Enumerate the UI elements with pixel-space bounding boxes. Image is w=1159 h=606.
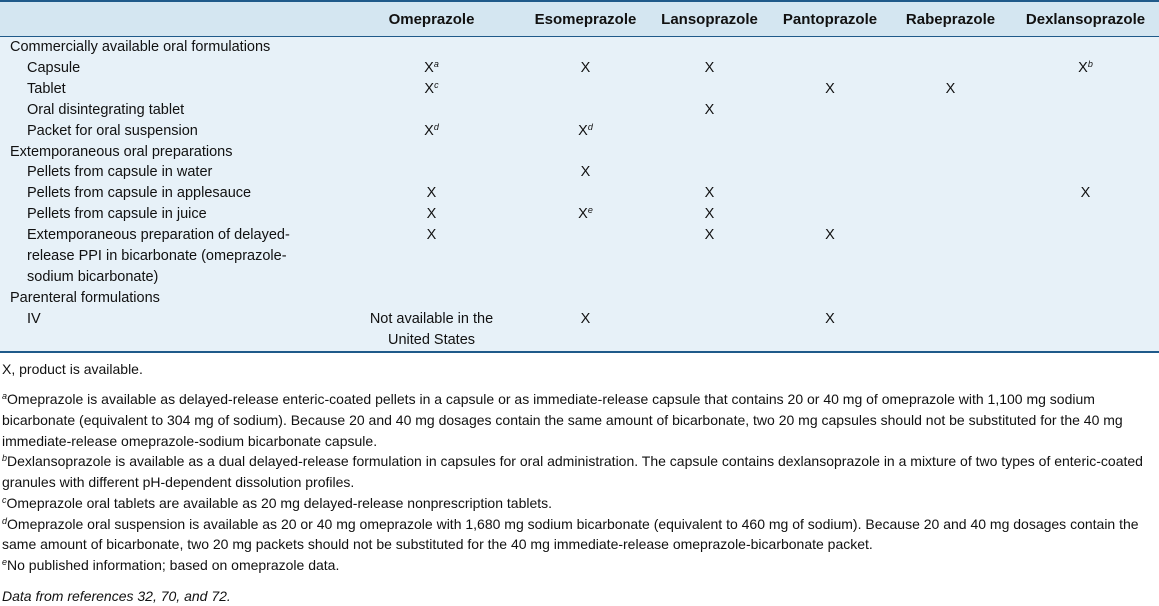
cell-pantoprazole bbox=[771, 100, 889, 121]
cell-rabeprazole bbox=[889, 162, 1012, 183]
cell-omeprazole bbox=[340, 204, 523, 225]
cell-dexlansoprazole bbox=[1012, 309, 1159, 352]
source-note: Data from references 32, 70, and 72. bbox=[2, 587, 231, 604]
footnote-marker: b bbox=[1087, 58, 1093, 69]
footnote-marker: a bbox=[433, 58, 439, 69]
footnote-text: Omeprazole is available as delayed-release enteric-coated pellets in a capsule or as immediate-release capsule that contains 20 or 40 mg of omeprazole with 1,100 mg sodium bicarbonate (equivalent to 304 mg of sodium). Because 20 and 40 mg dosages contain the same amount of bicarbonate, two 20 mg capsules should not be substituted for the 40 mg immediate-release omeprazole-sodium bicarbonate capsule. bbox=[2, 391, 1123, 449]
cell-omeprazole bbox=[340, 225, 523, 288]
cell-esomeprazole bbox=[523, 142, 648, 163]
availability-mark: X bbox=[1078, 59, 1088, 76]
footnote-text: Dexlansoprazole is available as a dual delayed-release formulation in capsules for oral administration. The capsule contains dexlansoprazole in a mixture of two types of enteric-coated granules with different pH-dependent dissolution profiles. bbox=[2, 453, 1143, 491]
availability-mark: X bbox=[426, 227, 437, 244]
footnote-marker: c bbox=[434, 79, 439, 90]
table-body bbox=[0, 37, 1159, 352]
footnote-e bbox=[2, 555, 1159, 576]
cell-pantoprazole bbox=[771, 204, 889, 225]
availability-mark: X bbox=[825, 227, 835, 244]
cell-omeprazole bbox=[340, 183, 523, 204]
cell-lansoprazole bbox=[648, 58, 771, 79]
cell-lansoprazole bbox=[648, 37, 771, 58]
cell-omeprazole bbox=[340, 121, 523, 142]
cell-lansoprazole bbox=[648, 204, 771, 225]
row-label: Tablet bbox=[27, 80, 66, 97]
cell-rabeprazole bbox=[889, 288, 1012, 309]
section-row bbox=[0, 142, 1159, 163]
column-header-lansoprazole: Lansoprazole bbox=[648, 1, 771, 37]
availability-mark: X bbox=[426, 206, 437, 223]
availability-mark: X bbox=[1080, 185, 1091, 202]
section-label: Commercially available oral formulations bbox=[10, 39, 271, 55]
table-notes bbox=[0, 353, 1159, 606]
footnote-mark: c bbox=[2, 494, 7, 505]
availability-mark: X bbox=[704, 185, 715, 202]
availability-mark: X bbox=[704, 101, 715, 118]
section-label: Parenteral formulations bbox=[10, 289, 160, 306]
cell-dexlansoprazole bbox=[1012, 183, 1159, 204]
row-label: Capsule bbox=[27, 59, 81, 76]
cell-esomeprazole bbox=[523, 183, 648, 204]
cell-rabeprazole bbox=[889, 204, 1012, 225]
column-header-omeprazole: Omeprazole bbox=[340, 1, 523, 37]
cell-lansoprazole bbox=[648, 183, 771, 204]
footnote-mark: a bbox=[2, 391, 8, 402]
cell-pantoprazole bbox=[771, 183, 889, 204]
cell-text: Not available in the United States bbox=[369, 310, 494, 348]
cell-esomeprazole bbox=[523, 79, 648, 100]
row-label: Pellets from capsule in juice bbox=[27, 206, 207, 223]
cell-omeprazole bbox=[340, 288, 523, 309]
cell-omeprazole bbox=[340, 162, 523, 183]
availability-mark: X bbox=[704, 227, 715, 244]
row-label: Pellets from capsule in applesauce bbox=[27, 185, 252, 202]
availability-mark: X bbox=[580, 59, 591, 76]
cell-dexlansoprazole bbox=[1012, 288, 1159, 309]
table-row bbox=[0, 79, 1159, 100]
cell-omeprazole bbox=[340, 79, 523, 100]
cell-omeprazole bbox=[340, 58, 523, 79]
cell-rabeprazole bbox=[889, 142, 1012, 163]
table-row bbox=[0, 58, 1159, 79]
column-header-pantoprazole: Pantoprazole bbox=[771, 1, 889, 37]
cell-lansoprazole bbox=[648, 309, 771, 352]
cell-lansoprazole bbox=[648, 100, 771, 121]
footnote-c bbox=[2, 493, 1159, 514]
cell-esomeprazole bbox=[523, 58, 648, 79]
availability-mark: X bbox=[578, 206, 588, 223]
footnote-text: Omeprazole oral suspension is available as 20 or 40 mg omeprazole with 1,680 mg sodium bicarbonate (equivalent to 460 mg of sodium). Because 20 and 40 mg dosages contain the same amount of bicarbonate, two 20 mg packets should not be substituted for the 40 mg immediate-release omeprazole-bicarbonate packet. bbox=[2, 515, 1139, 553]
column-header-empty bbox=[0, 1, 340, 37]
cell-dexlansoprazole bbox=[1012, 79, 1159, 100]
cell-lansoprazole bbox=[648, 121, 771, 142]
cell-esomeprazole bbox=[523, 100, 648, 121]
cell-esomeprazole bbox=[523, 288, 648, 309]
cell-lansoprazole bbox=[648, 79, 771, 100]
availability-mark: X bbox=[945, 80, 956, 97]
legend-note: X, product is available. bbox=[2, 360, 143, 377]
table-row bbox=[0, 100, 1159, 121]
availability-mark: X bbox=[580, 310, 591, 327]
cell-rabeprazole bbox=[889, 37, 1012, 58]
footnote-d bbox=[2, 514, 1159, 555]
cell-pantoprazole bbox=[771, 79, 889, 100]
row-label: Extemporaneous preparation of delayed-release PPI in bicarbonate (omeprazole-sodium bicarbonate) bbox=[27, 227, 290, 285]
row-label: Pellets from capsule in water bbox=[27, 164, 213, 181]
table-row bbox=[0, 183, 1159, 204]
cell-lansoprazole bbox=[648, 142, 771, 163]
cell-esomeprazole bbox=[523, 309, 648, 352]
footnote-text: No published information; based on omeprazole data. bbox=[7, 556, 340, 573]
table-row bbox=[0, 225, 1159, 288]
cell-dexlansoprazole bbox=[1012, 37, 1159, 58]
cell-dexlansoprazole bbox=[1012, 100, 1159, 121]
cell-rabeprazole bbox=[889, 121, 1012, 142]
availability-mark: X bbox=[424, 122, 434, 139]
cell-rabeprazole bbox=[889, 100, 1012, 121]
row-label: Packet for oral suspension bbox=[27, 122, 198, 139]
cell-pantoprazole bbox=[771, 288, 889, 309]
table-row bbox=[0, 162, 1159, 183]
cell-dexlansoprazole bbox=[1012, 225, 1159, 288]
column-header-rabeprazole: Rabeprazole bbox=[889, 1, 1012, 37]
cell-dexlansoprazole bbox=[1012, 162, 1159, 183]
footnote-b bbox=[2, 451, 1159, 492]
table-row bbox=[0, 309, 1159, 352]
cell-rabeprazole bbox=[889, 225, 1012, 288]
footnote-mark: e bbox=[2, 556, 8, 567]
cell-pantoprazole bbox=[771, 309, 889, 352]
cell-rabeprazole bbox=[889, 58, 1012, 79]
section-row bbox=[0, 288, 1159, 309]
cell-rabeprazole bbox=[889, 309, 1012, 352]
row-label: Oral disintegrating tablet bbox=[27, 101, 185, 118]
cell-omeprazole bbox=[340, 142, 523, 163]
cell-esomeprazole bbox=[523, 121, 648, 142]
footnote-text: Omeprazole oral tablets are available as 20 mg delayed-release nonprescription tablets. bbox=[6, 494, 553, 511]
cell-dexlansoprazole bbox=[1012, 142, 1159, 163]
availability-mark: X bbox=[825, 310, 835, 327]
cell-pantoprazole bbox=[771, 121, 889, 142]
table-row bbox=[0, 121, 1159, 142]
cell-dexlansoprazole bbox=[1012, 58, 1159, 79]
column-header-esomeprazole: Esomeprazole bbox=[523, 1, 648, 37]
footnote-a bbox=[2, 389, 1159, 451]
availability-mark: X bbox=[704, 206, 715, 223]
footnotes bbox=[2, 389, 1159, 575]
cell-pantoprazole bbox=[771, 225, 889, 288]
cell-rabeprazole bbox=[889, 79, 1012, 100]
cell-lansoprazole bbox=[648, 162, 771, 183]
availability-mark: X bbox=[580, 164, 591, 181]
cell-dexlansoprazole bbox=[1012, 121, 1159, 142]
row-label: IV bbox=[0, 309, 340, 352]
cell-lansoprazole bbox=[648, 288, 771, 309]
availability-mark: X bbox=[825, 80, 835, 97]
cell-rabeprazole bbox=[889, 183, 1012, 204]
cell-lansoprazole bbox=[648, 225, 771, 288]
footnote-marker: e bbox=[587, 205, 593, 216]
availability-mark: X bbox=[424, 80, 435, 97]
section-row bbox=[0, 37, 1159, 58]
cell-omeprazole bbox=[340, 100, 523, 121]
cell-esomeprazole bbox=[523, 37, 648, 58]
table-header-row bbox=[0, 1, 1159, 37]
cell-omeprazole bbox=[340, 309, 523, 352]
cell-pantoprazole bbox=[771, 162, 889, 183]
table-row bbox=[0, 204, 1159, 225]
cell-esomeprazole bbox=[523, 225, 648, 288]
availability-mark: X bbox=[704, 59, 715, 76]
cell-pantoprazole bbox=[771, 142, 889, 163]
cell-pantoprazole bbox=[771, 58, 889, 79]
footnote-marker: d bbox=[587, 121, 593, 132]
availability-mark: X bbox=[426, 185, 437, 202]
footnote-mark: b bbox=[2, 453, 8, 464]
column-header-dexlansoprazole: Dexlansoprazole bbox=[1012, 1, 1159, 37]
footnote-mark: d bbox=[2, 515, 8, 526]
cell-esomeprazole bbox=[523, 162, 648, 183]
section-label: Extemporaneous oral preparations bbox=[10, 143, 233, 160]
cell-omeprazole bbox=[340, 37, 523, 58]
cell-pantoprazole bbox=[771, 37, 889, 58]
footnote-marker: d bbox=[433, 121, 439, 132]
availability-mark: X bbox=[578, 122, 588, 139]
availability-mark: X bbox=[424, 59, 434, 76]
cell-esomeprazole bbox=[523, 204, 648, 225]
cell-dexlansoprazole bbox=[1012, 204, 1159, 225]
